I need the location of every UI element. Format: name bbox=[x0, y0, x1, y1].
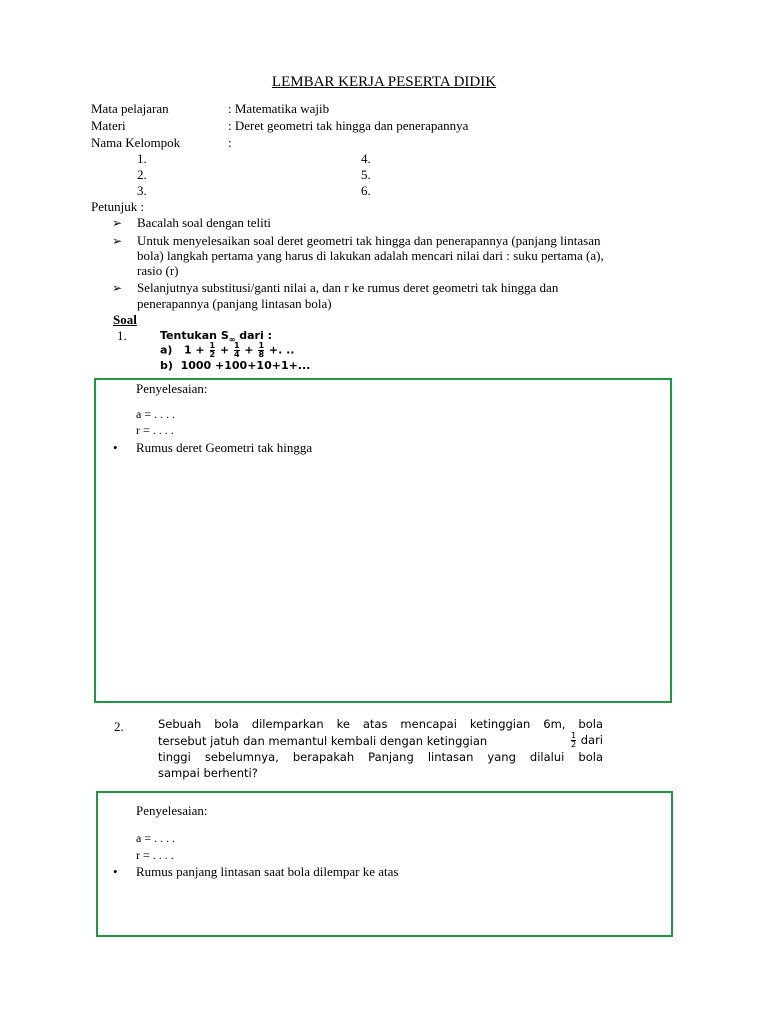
mapel-value: : Matematika wajib bbox=[228, 101, 330, 116]
box1-a-line: a = . . . . bbox=[136, 407, 176, 421]
arrow-icon: ➢ bbox=[112, 216, 123, 230]
box2-bullet-text: Rumus panjang lintasan saat bola dilempar ke atas bbox=[136, 864, 399, 879]
box1-r-line: r = . . . . bbox=[136, 423, 174, 437]
petunjuk-item-3: Selanjutnya substitusi/ganti nilai a, dan r ke rumus deret geometri tak hingga dan bbox=[137, 280, 559, 295]
box2-heading: Penyelesaian: bbox=[136, 803, 208, 818]
question-2-number: 2. bbox=[114, 719, 124, 734]
bullet-icon: • bbox=[113, 864, 118, 879]
petunjuk-item-2-cont: bola) langkah pertama yang harus di lakukan adalah mencari nilai dari : suku pertama (a), bbox=[137, 248, 604, 263]
materi-label: Materi bbox=[91, 118, 126, 133]
member-1: 1. bbox=[137, 151, 147, 166]
member-2: 2. bbox=[137, 167, 147, 182]
answer-box-1[interactable] bbox=[94, 378, 672, 703]
member-6: 6. bbox=[361, 183, 371, 198]
box1-heading: Penyelesaian: bbox=[136, 381, 208, 396]
arrow-icon: ➢ bbox=[112, 234, 123, 248]
member-3: 3. bbox=[137, 183, 147, 198]
bullet-icon: • bbox=[113, 440, 118, 455]
box2-a-line: a = . . . . bbox=[136, 831, 176, 845]
petunjuk-item-1: Bacalah soal dengan teliti bbox=[137, 215, 271, 230]
petunjuk-item-2: Untuk menyelesaikan soal deret geometri tak hingga dan penerapannya (panjang lintasan bbox=[137, 233, 601, 248]
petunjuk-item-3-cont: penerapannya (panjang lintasan bola) bbox=[137, 296, 332, 311]
question-2-text: Sebuah bola dilemparkan ke atas mencapai ketinggian 6m, bola tersebut jatuh dan memantul kembali dengan ketinggian $\frac{1}{2}$ dari tinggi sebelumnya, berapakah Panjang lintasan yang dilalui bola sampai berhenti? bbox=[158, 717, 603, 780]
member-5: 5. bbox=[361, 167, 371, 182]
question-1-prompt: Tentukan $S_\infty$ dari : bbox=[160, 329, 272, 345]
soal-heading: Soal bbox=[113, 312, 137, 327]
kelompok-value: : bbox=[228, 135, 232, 150]
petunjuk-item-2-cont2: rasio (r) bbox=[137, 263, 179, 278]
kelompok-label: Nama Kelompok bbox=[91, 135, 181, 150]
box1-bullet-text: Rumus deret Geometri tak hingga bbox=[136, 440, 313, 455]
page-title: LEMBAR KERJA PESERTA DIDIK bbox=[271, 74, 497, 90]
member-4: 4. bbox=[361, 151, 371, 166]
question-1a: a) 1 + $\frac{1}{2}$ + $\frac{1}{4}$ + $\frac{1}{8}$ +. .. bbox=[160, 341, 295, 359]
question-1b: b) 1000 +100+10+1+... bbox=[160, 359, 311, 372]
materi-value: : Deret geometri tak hingga dan penerapannya bbox=[228, 118, 469, 133]
box2-r-line: r = . . . . bbox=[136, 848, 174, 862]
mapel-label: Mata pelajaran bbox=[91, 101, 169, 116]
arrow-icon: ➢ bbox=[112, 281, 123, 295]
question-1-number: 1. bbox=[117, 328, 127, 343]
petunjuk-label: Petunjuk : bbox=[91, 199, 145, 214]
